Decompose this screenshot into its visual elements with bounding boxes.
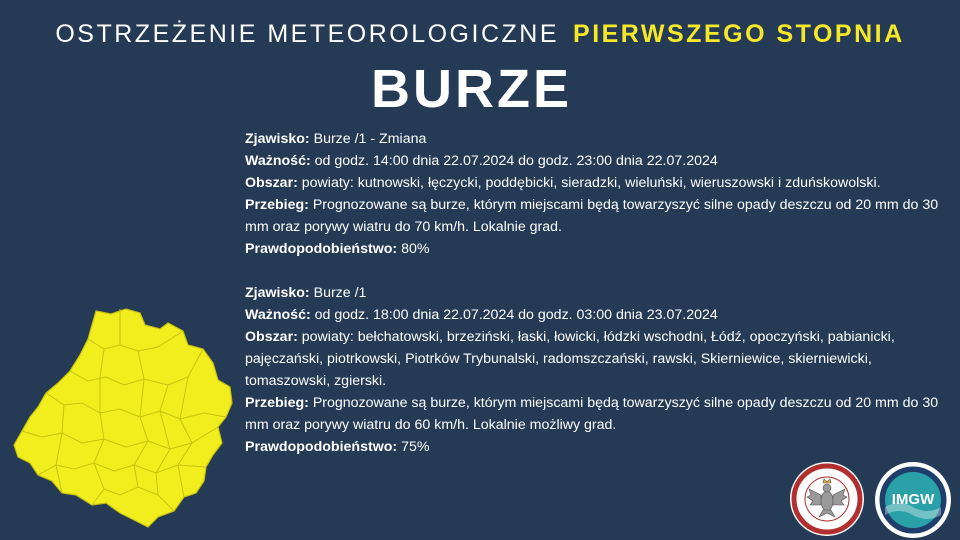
validity-label: Ważność: (245, 307, 311, 323)
warning-block-2 (245, 282, 960, 458)
phenomenon-value: Burze /1 - Zmiana (313, 131, 427, 147)
course-label: Przebieg: (245, 395, 309, 411)
region-map (8, 305, 243, 533)
voivodeship-office-logo (789, 461, 865, 537)
course-label: Przebieg: (245, 197, 309, 213)
area-label: Obszar: (245, 329, 298, 345)
phenomenon-label: Zjawisko: (245, 285, 310, 301)
validity-value: od godz. 14:00 dnia 22.07.2024 do godz. 23:00 dnia 22.07.2024 (314, 153, 718, 169)
header-level: PIERWSZEGO STOPNIA (573, 20, 905, 48)
imgw-logo (874, 461, 952, 539)
header-prefix: OSTRZEŻENIE METEOROLOGICZNE (55, 20, 560, 48)
probability-label: Prawdopodobieństwo: (245, 241, 398, 257)
course-value: Prognozowane są burze, którym miejscami będą towarzyszyć silne opady deszczu od 20 mm do 30 mm oraz porywy wiatru do 60 km/h. Lokalnie możliwy grad. (245, 395, 939, 433)
warning-block-1 (245, 128, 960, 260)
warnings-list (245, 128, 960, 480)
probability-label: Prawdopodobieństwo: (245, 439, 398, 455)
area-label: Obszar: (245, 175, 298, 191)
probability-value: 75% (401, 439, 430, 455)
warning-header (0, 20, 960, 49)
area-value: powiaty: bełchatowski, brzeziński, łaski, łowicki, łódzki wschodni, Łódź, opoczyński, pabianicki, pajęczański, piotrkowski, Piotrków Trybunalski, radomszczański, rawski, Skierniewice, skierniewicki, tomaszowski, zgierski. (245, 329, 895, 389)
phenomenon-title: BURZE (371, 59, 572, 119)
phenomenon-label: Zjawisko: (245, 131, 310, 147)
validity-value: od godz. 18:00 dnia 22.07.2024 do godz. 03:00 dnia 23.07.2024 (314, 307, 718, 323)
course-value: Prognozowane są burze, którym miejscami będą towarzyszyć silne opady deszczu od 20 mm do 30 mm oraz porywy wiatru do 70 km/h. Lokalnie grad. (245, 197, 939, 235)
probability-value: 80% (401, 241, 430, 257)
region-outline (14, 309, 232, 527)
imgw-logo-text: IMGW (891, 491, 935, 508)
phenomenon-value: Burze /1 (313, 285, 367, 301)
area-value: powiaty: kutnowski, łęczycki, poddębicki, sieradzki, wieluński, wieruszowski i zduńskowolski. (301, 175, 881, 191)
validity-label: Ważność: (245, 153, 311, 169)
